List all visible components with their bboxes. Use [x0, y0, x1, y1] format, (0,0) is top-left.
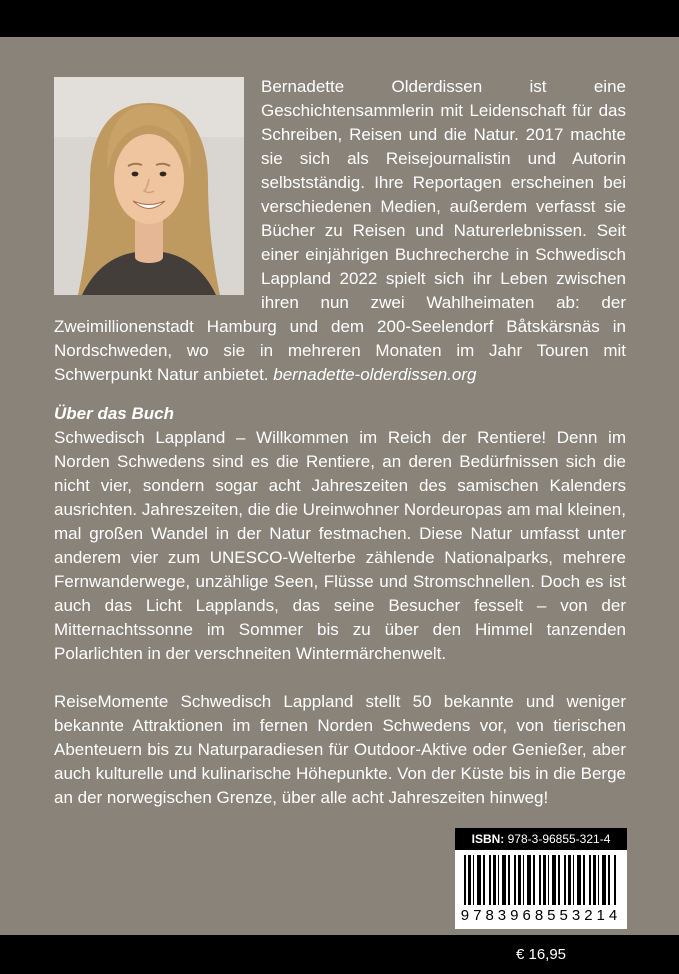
author-bio — [54, 75, 626, 387]
cover-text-area — [54, 75, 626, 810]
barcode-digits: 9783968553214 — [460, 907, 622, 924]
price-label: € 16,95 — [515, 946, 567, 963]
top-black-bar — [0, 0, 679, 37]
isbn-label: ISBN: — [471, 832, 505, 846]
isbn-strip — [455, 828, 627, 850]
author-website: bernadette-olderdissen.org — [273, 365, 477, 384]
about-paragraph-1: Schwedisch Lappland – Willkommen im Reich der Rentiere! Denn im Norden Schwedens sind es die Rentiere, an deren Bedürfnissen sich die nicht vier, sondern sogar acht Jahreszeiten des samischen Kalenders ausrichten. Jahreszeiten, die die Ureinwohner Nordeuropas am mal kleinen, mal großen Wandel in der Natur festmachen. Diese Natur umfasst unter anderem vier zum UNESCO-Welterbe zählende Nationalparks, mehrere Fernwanderwege, unzählige Seen, Flüsse und Stromschnellen. Doch es ist auch das Licht Lapplands, das seine Besucher fesselt – von der Mitternachtssonne im Sommer bis zu über den Himmel tanzenden Polarlichten in der verschneiten Wintermärchenwelt. — [54, 428, 626, 663]
author-photo — [54, 77, 244, 295]
barcode — [464, 855, 618, 905]
about-paragraph-2: ReiseMomente Schwedisch Lappland stellt 50 bekannte und weniger bekannte Attraktionen im fernen Norden Schwedens vor, von tierischen Abenteuern bis zu Naturparadiesen für Outdoor-Aktive oder Genießer, aber auch kulturelle und kulinarische Höhepunkte. Von der Küste bis in die Berge an der norwegischen Grenze, über alle acht Jahreszeiten hinweg! — [54, 692, 626, 807]
isbn-block — [455, 828, 627, 929]
about-heading: Über das Buch — [54, 404, 174, 423]
author-portrait-illustration — [54, 77, 244, 295]
isbn-number: 978-3-96855-321-4 — [507, 832, 611, 846]
bio-text: Bernadette Olderdissen ist eine Geschichtensammlerin mit Leidenschaft für das Schreiben, Reisen und die Natur. 2017 machte sie sich als Reisejournalistin und Autorin selbstständig. Ihre Reportagen erscheinen bei verschiedenen Medien, außerdem verfasst sie Bücher zu Reisen und Naturerlebnissen. Seit einer einjährigen Buchrecherche in Schwedisch Lappland 2022 spielt sich ihr Leben zwischen ihren nun zwei Wahlheimaten ab: der Zweimillionenstadt Hamburg und dem 200-Seelendorf Båtskärsnäs in Nordschweden, wo sie in mehreren Monaten im Jahr Touren mit Schwerpunkt Natur anbietet. — [54, 77, 626, 384]
